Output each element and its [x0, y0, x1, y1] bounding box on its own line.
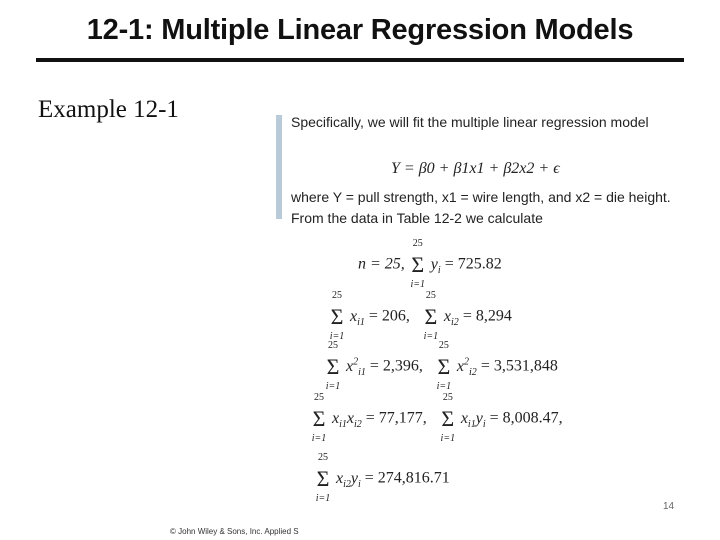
slide-subtitle: Example 12-1: [38, 96, 179, 123]
sigma-icon: 25 Σ i=1: [440, 392, 456, 444]
page-number: 14: [663, 501, 675, 512]
n-value: n = 25,: [358, 255, 405, 273]
sigma-icon: 25 Σ i=1: [436, 340, 452, 392]
slide-title: 12-1: Multiple Linear Regression Models: [86, 14, 634, 46]
sum-x2sq-value: = 3,531,848: [480, 357, 558, 375]
excerpt-paragraph: Specifically, we will fit the multiple linear regression model: [291, 114, 649, 130]
sigma-icon: 25 Σ i=1: [325, 340, 341, 392]
sum-x1-value: = 206,: [368, 307, 410, 325]
sum-row-3: 25 Σ i=1 $x^2_{i1} = 2,396$, 25 Σ i=1 $x^2_{i2} = 3,531,848$: [325, 340, 558, 392]
sigma-icon: 25 Σ i=1: [410, 238, 426, 290]
sigma-icon: 25 Σ i=1: [311, 392, 327, 444]
sum-x2y-value: = 274,816.71: [364, 469, 450, 487]
title-rule: [36, 58, 684, 62]
where-paragraph: where Y = pull strength, x1 = wire length, and x2 = die height. From the data in Table 12-2 we calculate: [291, 189, 671, 226]
sigma-icon: 25 Σ i=1: [329, 290, 345, 342]
excerpt-sidebar-bar: [276, 115, 282, 219]
sigma-icon: 25 Σ i=1: [315, 452, 331, 504]
sum-row-2: 25 Σ i=1 $x_{i1} = 206$, 25 Σ i=1 $x_{i2} = 8,294$: [329, 290, 512, 342]
model-equation: Y = β0 + β1x1 + β2x2 + ϵ: [391, 160, 560, 177]
sum-x1x2-value: = 77,177,: [365, 409, 427, 427]
sum-row-4: 25 Σ i=1 $x_{i1}x_{i2} = 77,177$, 25 Σ i=1 $x_{i1}y_i = 8,008.47$,: [311, 392, 563, 444]
sum-x1sq-value: = 2,396,: [369, 357, 423, 375]
sum-x2-value: = 8,294: [462, 307, 512, 325]
sum-y-value: = 725.82: [444, 255, 502, 273]
footer-copyright: © John Wiley & Sons, Inc. Applied S: [170, 527, 299, 536]
sum-x1y-value: = 8,008.47,: [489, 409, 563, 427]
sum-row-1: n = 25, 25 Σ i=1 $y_i = 725.82$: [358, 238, 502, 290]
sigma-icon: 25 Σ i=1: [423, 290, 439, 342]
sum-row-5: 25 Σ i=1 $x_{i2}y_i = 274,816.71$: [315, 452, 450, 504]
